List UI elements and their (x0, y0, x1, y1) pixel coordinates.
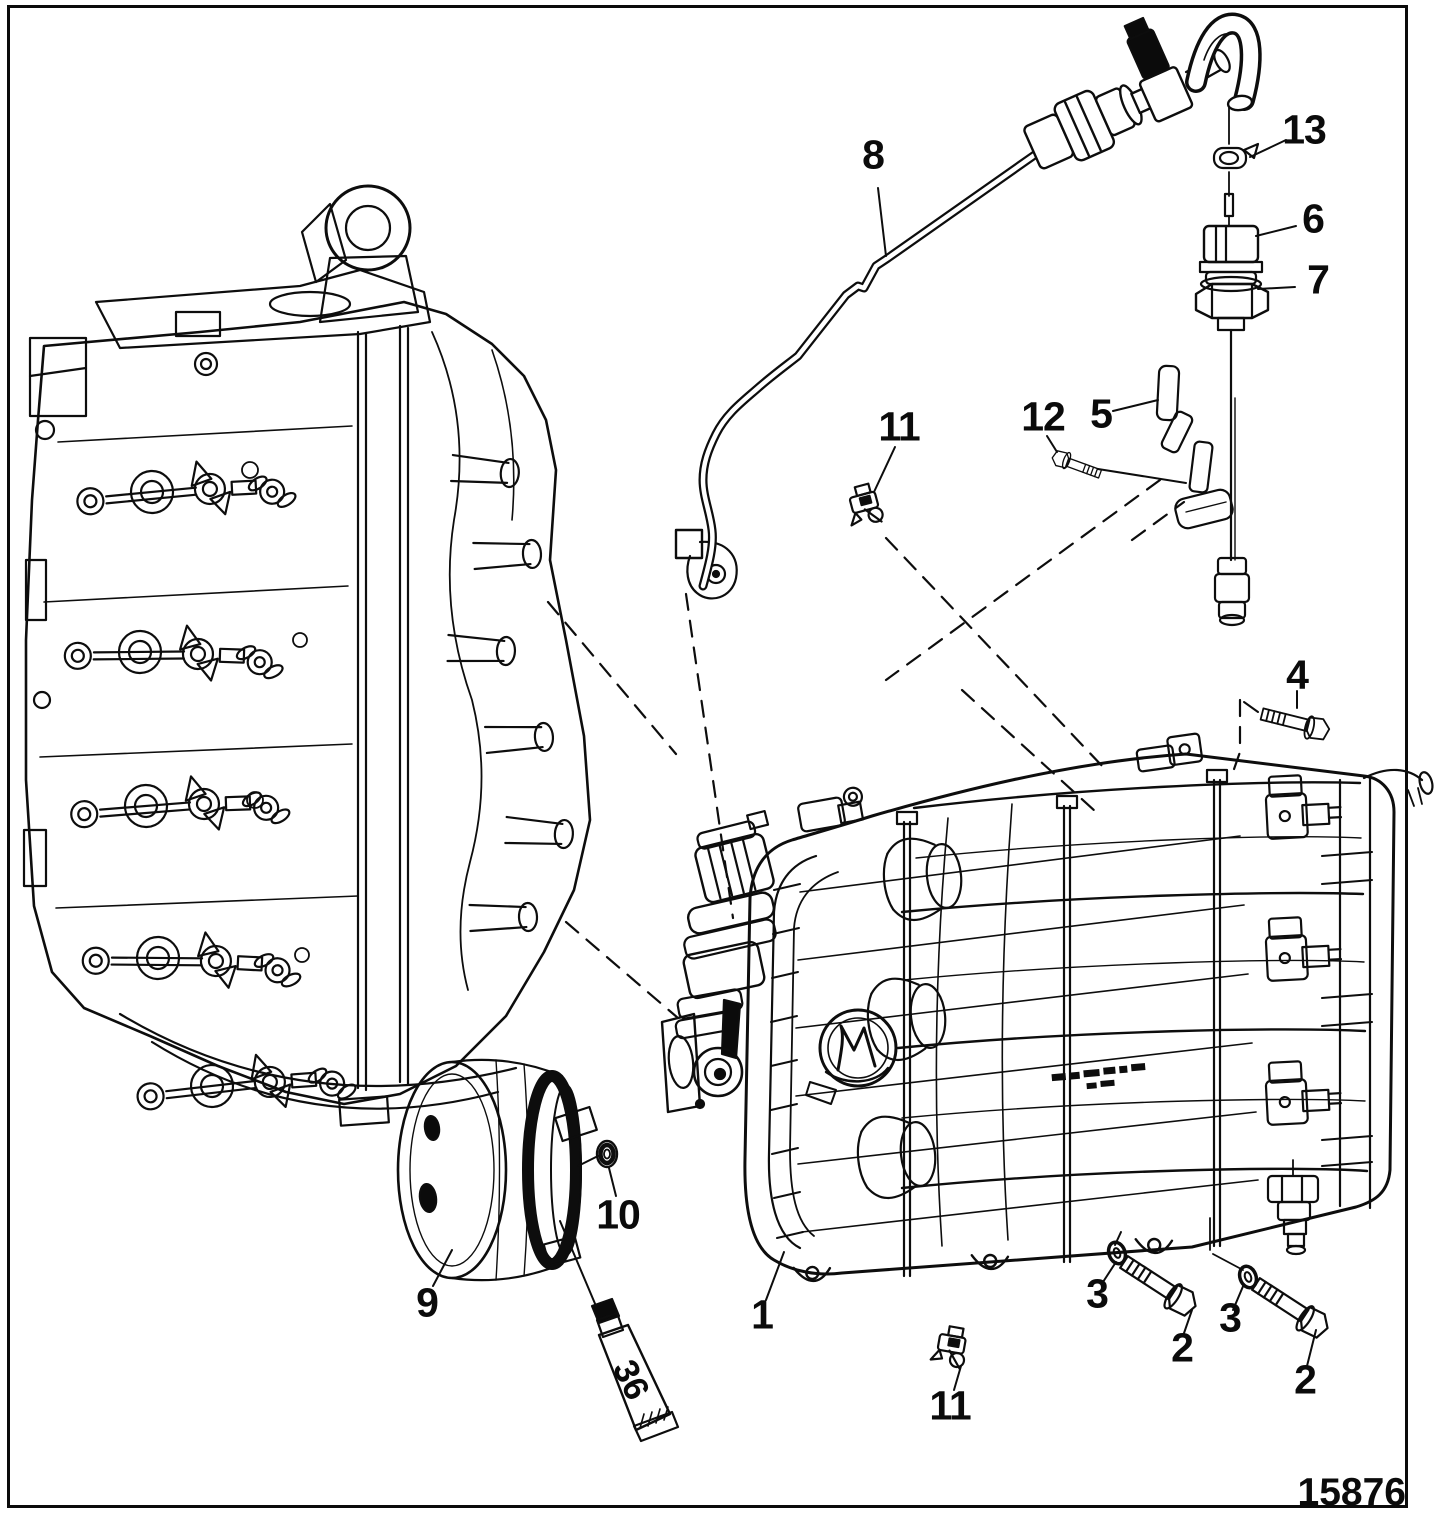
engine-block-drawing (24, 186, 590, 1126)
clip-11-upper-drawing (842, 482, 884, 529)
callout-4-bolt: 4 (1286, 651, 1308, 698)
callout-11-clip-lower: 11 (929, 1382, 971, 1429)
cast-text-marks (1051, 1063, 1146, 1092)
bolt-4-drawing (1259, 704, 1331, 743)
callout-9-flame-arrestor: 9 (416, 1279, 438, 1326)
callout-11-clip-upper: 11 (878, 403, 920, 450)
callout-3-washer-left: 3 (1086, 1270, 1108, 1317)
bolt-2-left-drawing (1115, 1252, 1201, 1321)
bracket-drawing (1157, 366, 1235, 531)
washer-10-drawing (597, 1141, 617, 1167)
intake-manifold-drawing (745, 733, 1435, 1283)
callout-12-screw: 12 (1021, 393, 1065, 440)
callout-7-fitting: 7 (1307, 256, 1329, 303)
callout-1-intake-manifold: 1 (751, 1291, 773, 1338)
callout-8-fuel-line: 8 (862, 131, 884, 178)
callout-2-bolt-right: 2 (1294, 1356, 1316, 1403)
bolt-2-right-drawing (1247, 1274, 1333, 1343)
sealant-tube-label: 36 (604, 1353, 658, 1407)
fuel-line-drawing (676, 14, 1253, 598)
figure-number: 15876 (1297, 1471, 1406, 1514)
flame-arrestor-drawing (398, 1060, 597, 1280)
clip-11-lower-drawing (930, 1324, 969, 1369)
callout-5-bracket: 5 (1090, 390, 1112, 437)
callout-13-clamp: 13 (1282, 106, 1326, 153)
callout-6-valve: 6 (1302, 195, 1324, 242)
vent-valve-drawing (1196, 108, 1268, 625)
screw-12-drawing (1050, 448, 1103, 481)
callout-2-bolt-left: 2 (1171, 1324, 1193, 1371)
callout-10-washer: 10 (596, 1191, 640, 1238)
callout-leader-lines (433, 140, 1316, 1390)
callout-3-washer-right: 3 (1219, 1294, 1241, 1341)
assembly-dashed-lines (548, 480, 1240, 1018)
